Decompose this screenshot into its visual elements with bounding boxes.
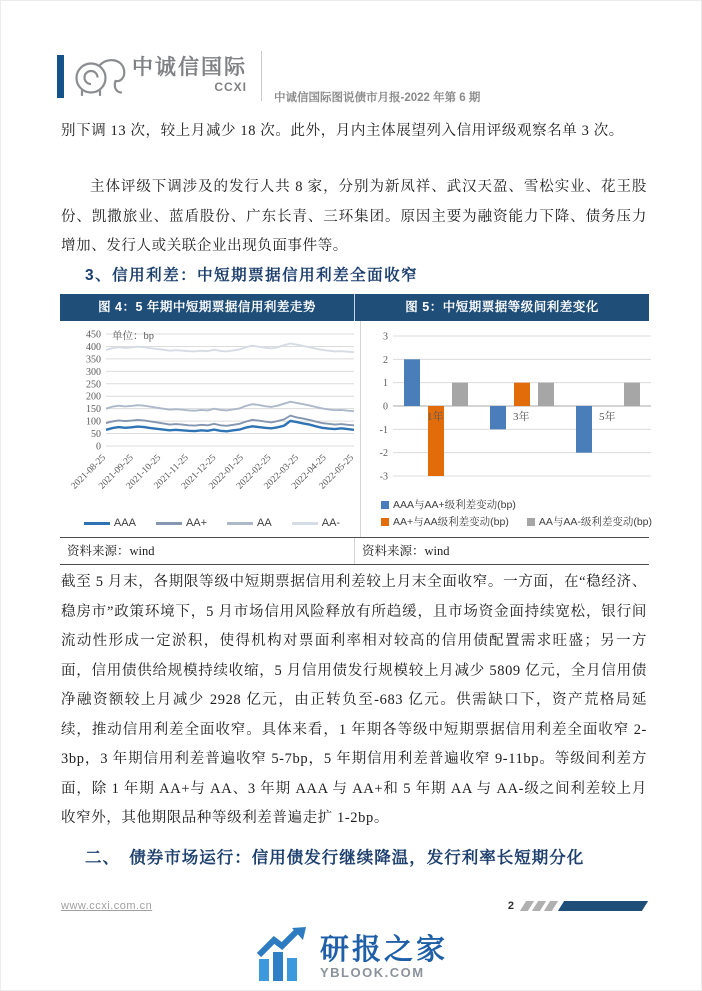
fig5-plot: [367, 324, 657, 493]
svg-text:200: 200: [86, 391, 101, 403]
figure-body-row: [60, 321, 653, 537]
document-title: 中诚信国际图说债市月报-2022 年第 6 期: [274, 92, 481, 104]
page-header: [57, 47, 647, 111]
svg-text:2022-03-25: 2022-03-25: [262, 453, 302, 492]
fig5-cell: [360, 321, 659, 537]
svg-text:50: 50: [91, 429, 101, 441]
svg-text:-3: -3: [379, 471, 388, 483]
svg-text:2022-01-25: 2022-01-25: [207, 453, 246, 492]
page-number: 2: [507, 900, 514, 912]
fig5-source: 资料来源：wind: [354, 538, 649, 564]
company-url-link[interactable]: www.ccxi.com.cn: [61, 900, 153, 912]
svg-text:1年: 1年: [427, 411, 444, 423]
svg-text:100: 100: [86, 416, 101, 428]
paragraph-rating-downgrade-count: 别下调 13 次，较上月减少 18 次。此外，月内主体展望列入信用评级观察名单 3 次。: [61, 123, 624, 139]
svg-text:-2: -2: [379, 448, 388, 460]
svg-text:单位：bp: 单位：bp: [112, 331, 154, 342]
svg-text:2021-08-25: 2021-08-25: [69, 453, 109, 492]
fig4-cell: [60, 321, 360, 537]
footer-bar-decoration: [558, 901, 648, 911]
svg-text:3: 3: [383, 331, 388, 343]
svg-text:2021-12-25: 2021-12-25: [179, 453, 219, 492]
section-heading-credit-spread: 3、信用利差：中短期票据信用利差全面收窄: [85, 267, 419, 284]
fig4-source: 资料来源：wind: [67, 544, 155, 558]
fig5-legend: AAA与AA+级利差变动(bp) AA+与AA级利差变动(bp) AA与AA-级利差变动(bp): [367, 497, 657, 529]
logo-company-abbr: CCXI: [214, 80, 247, 94]
svg-text:2021-09-25: 2021-09-25: [97, 453, 136, 492]
svg-text:2021-11-25: 2021-11-25: [152, 453, 191, 492]
svg-text:2021-10-25: 2021-10-25: [124, 453, 164, 492]
svg-text:300: 300: [86, 366, 101, 378]
paragraph-downgraded-issuers: 主体评级下调涉及的发行人共 8 家，分别为新凤祥、武汉天盈、雪松实业、花王股份、凯撒旅业、蓝盾股份、广东长青、三环集团。原因主要为融资能力下降、债务压力增加、发行人或关联企业出现负面事件等。: [61, 179, 647, 254]
svg-text:0: 0: [383, 401, 388, 413]
fig4-legend: AAA AA+ AA AA-: [66, 517, 358, 529]
header-divider: [261, 51, 262, 101]
svg-text:150: 150: [86, 404, 101, 416]
logo-company-name: 中诚信国际: [132, 56, 247, 79]
yblook-barchart-arrow-icon: [254, 927, 310, 988]
svg-text:400: 400: [86, 341, 101, 353]
svg-text:2022-04-25: 2022-04-25: [290, 453, 329, 492]
watermark: [1, 927, 701, 988]
svg-text:-1: -1: [379, 424, 388, 436]
logo-blue-bar: [57, 55, 64, 98]
svg-text:3年: 3年: [513, 411, 530, 423]
fig4-title: 图 4：5 年期中短期票据信用利差走势: [60, 294, 355, 321]
svg-text:2: 2: [383, 354, 388, 366]
svg-text:2022-02-25: 2022-02-25: [235, 453, 274, 492]
svg-text:350: 350: [86, 354, 101, 366]
figure-header-row: [60, 294, 649, 321]
svg-text:0: 0: [96, 441, 101, 453]
footer-stripe-decoration: [544, 901, 558, 911]
svg-text:5年: 5年: [599, 411, 616, 423]
logo-text-block: [132, 57, 247, 94]
watermark-site-url: YBLOOK.COM: [319, 965, 425, 981]
page-footer: [61, 898, 645, 914]
watermark-site-name: 研报之家: [319, 933, 448, 966]
svg-text:2022-05-25: 2022-05-25: [317, 453, 357, 492]
svg-text:250: 250: [86, 379, 101, 391]
figure-table: [60, 294, 653, 565]
fig4-plot: [66, 324, 358, 519]
footer-right-group: [508, 900, 645, 912]
watermark-text-block: [320, 935, 448, 980]
section-heading-bond-market: 二、 债券市场运行：信用债发行继续降温，发行利率长短期分化: [85, 849, 585, 867]
figure-source-row: [60, 537, 649, 565]
ccxi-elephant-logo-icon: [70, 51, 128, 106]
paragraph-spread-analysis: 截至 5 月末，各期限等级中短期票据信用利差较上月末全面收窄。一方面，在“稳经济、稳房市”政策环境下，5 月市场信用风险释放有所趋缓，且市场资金面持续宽松，银行间流动性形成一定淤积，使得机构对票面利率相对较高的信用债配置需求旺盛；另一方面，信用债供给规模持续收缩，5 月信用债发行规模较上月减少 5809 亿元，全月信用债净融资额较上月减少 2928 亿元，由正转负至-683 亿元。供需缺口下，资产荒格局延续，推动信用利差全面收窄。具体来看，1 年期各等级中短期票据信用利差全面收窄 2-3bp，3 年期信用利差普遍收窄 5-7bp，5 年期信用利差普遍收窄 9-11bp。等级间利差方面，除 1 年期 AA+与 AA、3 年期 AAA 与 AA+和 5 年期 AA 与 AA-级之间利差较上月收窄外，其他期限品种等级利差普遍走扩 1-2bp。: [61, 574, 647, 826]
fig5-title: 图 5：中短期票据等级间利差变化: [405, 300, 599, 314]
svg-text:450: 450: [86, 329, 101, 341]
svg-text:1: 1: [383, 378, 388, 390]
